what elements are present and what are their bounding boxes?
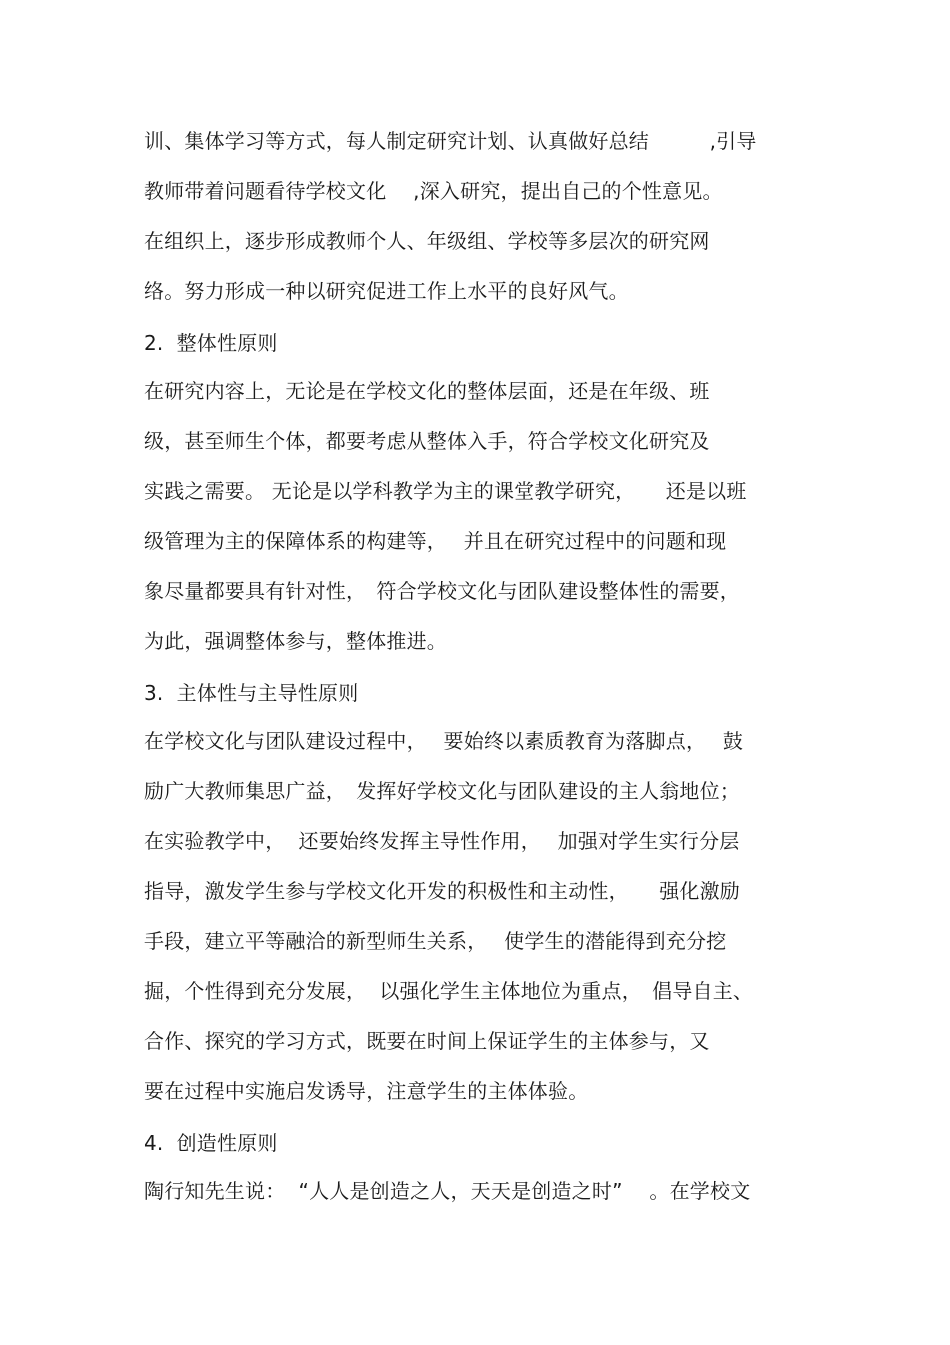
paragraph-line: 合作、探究的学习方式，既要在时间上保证学生的主体参与，又	[144, 1029, 710, 1053]
paragraph-line: 级管理为主的保障体系的构建等， 并且在研究过程中的问题和现	[144, 529, 727, 553]
paragraph-line: 在学校文化与团队建设过程中， 要始终以素质教育为落脚点， 鼓	[144, 729, 744, 753]
paragraph-line: 级，甚至师生个体，都要考虑从整体入手，符合学校文化研究及	[144, 429, 710, 453]
paragraph-line: 象尽量都要具有针对性， 符合学校文化与团队建设整体性的需要，	[144, 579, 740, 603]
paragraph-line: 手段，建立平等融洽的新型师生关系， 使学生的潜能得到充分挖	[144, 929, 727, 953]
paragraph-line: 掘，个性得到充分发展， 以强化学生主体地位为重点， 倡导自主、	[144, 979, 754, 1003]
section-heading: 4. 创造性原则	[144, 1131, 278, 1155]
paragraph-line: 励广大教师集思广益， 发挥好学校文化与团队建设的主人翁地位；	[144, 779, 740, 803]
paragraph-line: 训、集体学习等方式，每人制定研究计划、认真做好总结 ,引导	[144, 129, 757, 153]
paragraph-line: 在研究内容上，无论是在学校文化的整体层面，还是在年级、班	[144, 379, 710, 403]
paragraph-line: 在组织上，逐步形成教师个人、年级组、学校等多层次的研究网	[144, 229, 710, 253]
paragraph-line: 为此，强调整体参与，整体推进。	[144, 629, 447, 653]
section-heading: 3. 主体性与主导性原则	[144, 681, 359, 705]
paragraph-line: 在实验教学中， 还要始终发挥主导性作用， 加强对学生实行分层	[144, 829, 740, 853]
paragraph-line: 要在过程中实施启发诱导，注意学生的主体体验。	[144, 1079, 589, 1103]
paragraph-line: 实践之需要。 无论是以学科教学为主的课堂教学研究， 还是以班	[144, 479, 747, 503]
paragraph-line: 陶行知先生说： “人人是创造之人，天天是创造之时” 。在学校文	[144, 1179, 751, 1203]
paragraph-line: 教师带着问题看待学校文化 ,深入研究，提出自己的个性意见。	[144, 179, 723, 203]
paragraph-line: 指导，激发学生参与学校文化开发的积极性和主动性， 强化激励	[144, 879, 740, 903]
paragraph-line: 络。努力形成一种以研究促进工作上水平的良好风气。	[144, 279, 629, 303]
section-heading: 2. 整体性原则	[144, 331, 278, 355]
